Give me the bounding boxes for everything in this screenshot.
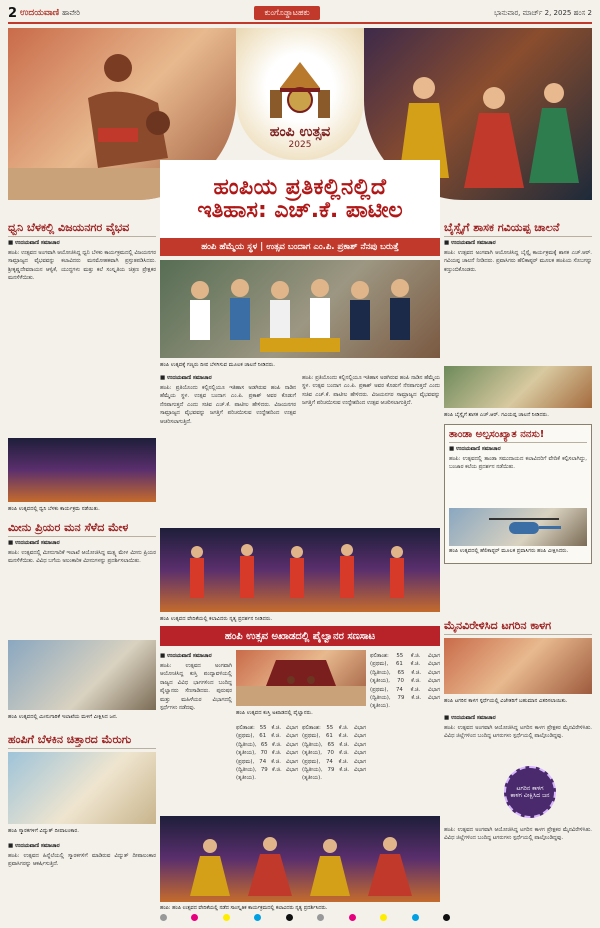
left-story-3-caption: ಹಂಪಿ ಸ್ಮಾರಕಗಳಿಗೆ ವಿದ್ಯುತ್ ದೀಪಾಲಂಕಾರ.	[8, 828, 79, 834]
paper-name: ಉದಯವಾಣಿ	[20, 8, 60, 18]
left-story-2-photo	[8, 640, 156, 710]
right-story-3-body-cont: ಹಂಪಿ: ಉತ್ಸವದ ಅಂಗವಾಗಿ ಆಯೋಜಿಸಿದ್ದ ಟಗರಿನ ಕಾಳಗ ಪ್ರೇಕ್ಷಕರ ಮೈನವಿರೇಳಿಸಿತು. ವಿವಿಧ ಜಿಲ್ಲೆಗಳಿಂದ ಬಂದಿದ್ದ ಟಗರುಗಳು ಸ್ಪರ್ಧೆಯಲ್ಲಿ ಪಾಲ್ಗೊಂಡಿದ್ದವು.	[444, 827, 592, 842]
left-story-3-photo	[8, 752, 156, 824]
right-story-1-body: ಹಂಪಿ: ಉತ್ಸವದ ಅಂಗವಾಗಿ ಆಯೋಜಿಸಿದ್ದ ಬೈಸ್ಸೈ ಕಾರ್ಯಕ್ರಮಕ್ಕೆ ಶಾಸಕ ಎಚ್.ಆರ್. ಗವಿಯಪ್ಪ ಚಾಲನೆ ನೀಡಿದರು. ಪ್ರವಾಸಿಗರು ಹೆಲಿಕಾಪ್ಟರ್ ಮೂಲಕ ಹಂಪಿಯ ಸೊಬಗನ್ನು ಕಣ್ತುಂಬಿಕೊಂಡರು.	[444, 250, 592, 273]
logo-year: 2025	[288, 140, 312, 150]
logo-title: ಹಂಪಿ ಉತ್ಸವ	[269, 124, 331, 140]
page-number: 2	[8, 5, 18, 21]
wrestling-col4	[370, 650, 440, 812]
dance-stage-caption: ಹಂಪಿ ಉತ್ಸವದ ವೇದಿಕೆಯಲ್ಲಿ ಕಲಾವಿದರು ನೃತ್ಯ ಪ್ರದರ್ಶನ ನೀಡಿದರು.	[160, 616, 273, 622]
lead-photo	[160, 260, 440, 358]
right-story-3-more	[444, 824, 592, 912]
dancer-costume-2	[464, 113, 524, 188]
lead-body-col2	[302, 372, 440, 532]
left-story-1-headline: ಧ್ವನಿ ಬೆಳಕಲ್ಲಿ ವಿಜಯನಗರ ವೈಭವ	[8, 222, 156, 237]
right-story-3-body: ಹಂಪಿ: ಉತ್ಸವದ ಅಂಗವಾಗಿ ಆಯೋಜಿಸಿದ್ದ ಟಗರಿನ ಕಾಳಗ ಪ್ರೇಕ್ಷಕರ ಮೈನವಿರೇಳಿಸಿತು. ವಿವಿಧ ಜಿಲ್ಲೆಗಳಿಂದ ಬಂದಿದ್ದ ಟಗರುಗಳು ಸ್ಪರ್ಧೆಯಲ್ಲಿ ಪಾಲ್ಗೊಂಡಿದ್ದವು.	[444, 725, 592, 740]
wrestling-col1	[160, 650, 232, 822]
wrestling-headline: ಹಂಪಿ ಉತ್ಸವ ಅಖಾಡದಲ್ಲಿ ಪೈಲ್ವಾನರ ಸಣಸಾಟ	[160, 626, 440, 646]
masthead-left	[8, 6, 80, 21]
reg-dot	[286, 914, 293, 921]
left-story-3-headline: ಹಂಪಿಗೆ ಬೆಳಕಿನ ಚಿತ್ತಾರದ ಮೆರುಗು	[8, 734, 156, 749]
arena-illustration	[236, 650, 366, 706]
reg-dot	[443, 914, 450, 921]
reg-dot	[349, 914, 356, 921]
wrestling-body-2: ಫಲಿತಾಂಶ: 55 ಕೆ.ಜಿ. ವಿಭಾಗ (ಪ್ರಥಮ), 61 ಕೆ.ಜಿ. ವಿಭಾಗ (ದ್ವಿತೀಯ), 65 ಕೆ.ಜಿ. ವಿಭಾಗ (ತೃತೀಯ), 70 ಕೆ.ಜಿ. ವಿಭಾಗ (ಪ್ರಥಮ), 74 ಕೆ.ಜಿ. ವಿಭಾಗ (ದ್ವಿತೀಯ), 79 ಕೆ.ಜಿ. ವಿಭಾಗ (ತೃತೀಯ).	[236, 725, 298, 782]
right-story-2-headline: ತಾಂಡಾ ಅಲ್ಪಸಂಖ್ಯಾತ ನನಸು!	[449, 429, 587, 443]
left-story-1-byline: ■ ಉದಯವಾಣಿ ಸಮಾಚಾರ	[8, 240, 60, 247]
lead-body-col1	[160, 372, 296, 534]
edition-name: ಹಾವೇರಿ	[62, 8, 80, 17]
lead-photo-caption: ಹಂಪಿ ಉತ್ಸವಕ್ಕೆ ಗಣ್ಯರು ದೀಪ ಬೆಳಗಿಸುವ ಮೂಲಕ ಚಾಲನೆ ನೀಡಿದರು.	[160, 362, 275, 368]
lead-byline: ■ ಉದಯವಾಣಿ ಸಮಾಚಾರ	[160, 375, 212, 381]
wrestling-byline: ■ ಉದಯವಾಣಿ ಸಮಾಚಾರ	[160, 653, 212, 659]
right-story-1	[444, 222, 592, 367]
reg-dot	[380, 914, 387, 921]
right-story-2-byline: ■ ಉದಯವಾಣಿ ಸಮಾಚಾರ	[449, 446, 501, 452]
right-story-2-caption: ಹಂಪಿ ಉತ್ಸವದಲ್ಲಿ ಹೆಲಿಕಾಪ್ಟರ್ ಮೂಲಕ ಪ್ರವಾಸಿಗರು ಹಂಪಿ ವೀಕ್ಷಿಸಿದರು.	[449, 548, 569, 554]
wrestling-arena-photo	[236, 650, 366, 706]
masthead	[8, 4, 592, 24]
dancer-head-1	[413, 77, 435, 99]
lead-body-text: ಹಂಪಿ: ಪ್ರತಿಯೊಂದು ಕಲ್ಲಿನಲ್ಲಿಯೂ ಇತಿಹಾಸ ಅಡಗಿರುವ ಹಂಪಿ ನಾಡಿನ ಹೆಮ್ಮೆಯ ಸ್ಥಳ. ಉತ್ಸವ ಬಂದಾಗ ಎಂ.ಪಿ. ಪ್ರಕಾಶ್ ಅವರ ಕೊಡುಗೆ ನೆನಪಾಗುತ್ತದೆ ಎಂದು ಸಚಿವ ಎಚ್.ಕೆ. ಪಾಟೀಲ ಹೇಳಿದರು. ವಿಜಯನಗರ ಸಾಮ್ರಾಜ್ಯದ ವೈಭವವನ್ನು ಜಗತ್ತಿಗೆ ಪರಿಚಯಿಸುವ ಉದ್ದೇಶದಿಂದ ಉತ್ಸವ ಆಚರಿಸಲಾಗುತ್ತಿದೆ.	[160, 385, 296, 425]
right-story-2-body: ಹಂಪಿ: ಉತ್ಸವದಲ್ಲಿ ತಾಂಡಾ ಸಮುದಾಯದ ಕಲಾವಿದರಿಗೆ ವೇದಿಕೆ ಕಲ್ಪಿಸಲಾಗಿದ್ದು, ಬಂಜಾರ ಕಲೆಯ ಪ್ರದರ್ಶನ ನಡೆಯಿತು.	[449, 456, 587, 471]
hampi-utsav-logo	[236, 28, 364, 160]
wrestling-body-4: ಫಲಿತಾಂಶ: 55 ಕೆ.ಜಿ. ವಿಭಾಗ (ಪ್ರಥಮ), 61 ಕೆ.ಜಿ. ವಿಭಾಗ (ದ್ವಿತೀಯ), 65 ಕೆ.ಜಿ. ವಿಭಾಗ (ತೃತೀಯ), 70 ಕೆ.ಜಿ. ವಿಭಾಗ (ಪ್ರಥಮ), 74 ಕೆ.ಜಿ. ವಿಭಾಗ (ದ್ವಿತೀಯ), 79 ಕೆ.ಜಿ. ವಿಭಾಗ (ತೃತೀಯ).	[370, 653, 440, 710]
wrestling-body: ಹಂಪಿ: ಉತ್ಸವದ ಅಂಗವಾಗಿ ಆಯೋಜಿಸಿದ್ದ ಕುಸ್ತಿ ಪಂದ್ಯಾವಳಿಯಲ್ಲಿ ರಾಜ್ಯದ ವಿವಿಧ ಭಾಗಗಳಿಂದ ಬಂದಿದ್ದ ಪೈಲ್ವಾನರು ಸೆಣಸಾಡಿದರು. ಪುರುಷರ ಮತ್ತು ಮಹಿಳೆಯರ ವಿಭಾಗದಲ್ಲಿ ಸ್ಪರ್ಧೆಗಳು ನಡೆದವು.	[160, 663, 232, 711]
dignitaries-illustration	[160, 260, 440, 358]
reg-dot	[191, 914, 198, 921]
wrestler-head-2	[146, 111, 170, 135]
bottom-dance-photo	[160, 816, 440, 902]
section-label: ಕುಂಗೊಡ್ಡಾಟಹಕು	[254, 6, 319, 20]
helicopter-icon	[449, 508, 587, 546]
right-story-3-caption: ಹಂಪಿ ಟಗರಿನ ಕಾಳಗ ಸ್ಪರ್ಧೆಯಲ್ಲಿ ವಿಜೇತರಿಗೆ ಬಹುಮಾನ ವಿತರಿಸಲಾಯಿತು.	[444, 698, 568, 704]
left-story-1-photo	[8, 438, 156, 502]
right-story-1-byline: ■ ಉದಯವಾಣಿ ಸಮಾಚಾರ	[444, 240, 496, 247]
reg-dot	[160, 914, 167, 921]
reg-dot	[412, 914, 419, 921]
lead-body-text-cont: ಹಂಪಿ: ಪ್ರತಿಯೊಂದು ಕಲ್ಲಿನಲ್ಲಿಯೂ ಇತಿಹಾಸ ಅಡಗಿರುವ ಹಂಪಿ ನಾಡಿನ ಹೆಮ್ಮೆಯ ಸ್ಥಳ. ಉತ್ಸವ ಬಂದಾಗ ಎಂ.ಪಿ. ಪ್ರಕಾಶ್ ಅವರ ಕೊಡುಗೆ ನೆನಪಾಗುತ್ತದೆ ಎಂದು ಸಚಿವ ಎಚ್.ಕೆ. ಪಾಟೀಲ ಹೇಳಿದರು. ವಿಜಯನಗರ ಸಾಮ್ರಾಜ್ಯದ ವೈಭವವನ್ನು ಜಗತ್ತಿಗೆ ಪರಿಚಯಿಸುವ ಉದ್ದೇಶದಿಂದ ಉತ್ಸವ ಆಚರಿಸಲಾಗುತ್ತಿದೆ.	[302, 375, 440, 407]
bottom-dancers-illustration	[160, 816, 440, 902]
dance-stage-photo	[160, 528, 440, 612]
dancer-costume-3	[529, 108, 579, 183]
temple-icon	[265, 60, 335, 120]
wrestler-head	[104, 54, 132, 82]
tagaru-badge: ಟಗರಿನ ಕಾಳಗ ಕಾಳಗ ವೀಕ್ಷಿಸಿದ ಜನ	[504, 766, 556, 818]
right-story-3-photo	[444, 638, 592, 694]
wrestler-trunks	[98, 128, 138, 142]
print-registration-marks	[160, 913, 450, 921]
left-story-3-text	[8, 840, 156, 914]
right-story-3-headline: ಮೈನವಿರೇಳಿಸಿದ ಟಗರಿನ ಕಾಳಗ	[444, 620, 592, 635]
right-story-3-text	[444, 712, 592, 774]
date-text: ಭಾನುವಾರ, ಮಾರ್ಚ್ 2, 2025	[494, 8, 572, 17]
masthead-date	[494, 9, 592, 18]
wrestling-arena-caption: ಹಂಪಿ ಉತ್ಸವದ ಕುಸ್ತಿ ಅಖಾಡದಲ್ಲಿ ಪೈಲ್ವಾನರು.	[236, 710, 313, 716]
left-story-3-byline: ■ ಉದಯವಾಣಿ ಸಮಾಚಾರ	[8, 843, 60, 849]
right-story-3	[444, 620, 592, 635]
left-story-1-body: ಹಂಪಿ: ಉತ್ಸವದ ಅಂಗವಾಗಿ ಆಯೋಜಿಸಿದ್ದ ಧ್ವನಿ ಬೆಳಕು ಕಾರ್ಯಕ್ರಮದಲ್ಲಿ ವಿಜಯನಗರ ಸಾಮ್ರಾಜ್ಯದ ವೈಭವವನ್ನು ಕಲಾವಿದರು ಮನಮೋಹಕವಾಗಿ ಪ್ರಸ್ತುತಪಡಿಸಿದರು. ಶ್ರೀಕೃಷ್ಣದೇವರಾಯನ ಆಳ್ವಿಕೆ, ಯುದ್ಧಗಳು ಮತ್ತು ಕಲೆ ಸಂಸ್ಕೃತಿಯ ಚಿತ್ರಣ ಪ್ರೇಕ್ಷಕರ ಮನಸೆಳೆಯಿತು.	[8, 250, 156, 282]
page-meta: ಹಂಸ 2	[573, 8, 592, 17]
right-story-1-caption: ಹಂಪಿ ಬೈಸ್ಸೈಗೆ ಶಾಸಕ ಎಚ್.ಆರ್. ಗವಿಯಪ್ಪ ಚಾಲನೆ ನೀಡಿದರು.	[444, 412, 549, 418]
left-story-2-caption: ಹಂಪಿ ಉತ್ಸವದಲ್ಲಿ ಮೀನುಗಾರಿಕೆ ಇಲಾಖೆಯ ಮಳಿಗೆ ವೀಕ್ಷಿಸಿದ ಜನ.	[8, 714, 118, 720]
dancer-head-2	[483, 87, 505, 109]
left-story-1-caption: ಹಂಪಿ ಉತ್ಸವದಲ್ಲಿ ಧ್ವನಿ ಬೆಳಕು ಕಾರ್ಯಕ್ರಮ ನಡೆಯಿತು.	[8, 506, 100, 512]
lead-headline-line1: ಹಂಪಿಯ ಪ್ರತಿಕಲ್ಲಿನಲ್ಲಿದೆ	[213, 174, 387, 200]
right-story-3-byline: ■ ಉದಯವಾಣಿ ಸಮಾಚಾರ	[444, 715, 496, 721]
left-story-2-body: ಹಂಪಿ: ಉತ್ಸವದಲ್ಲಿ ಮೀನುಗಾರಿಕೆ ಇಲಾಖೆ ಆಯೋಜಿಸಿದ್ದ ಮತ್ಸ್ಯ ಮೇಳ ಮೀನು ಪ್ರಿಯರ ಮನಸೆಳೆಯಿತು. ವಿವಿಧ ಬಗೆಯ ಅಲಂಕಾರಿಕ ಮೀನುಗಳನ್ನು ಪ್ರದರ್ಶಿಸಲಾಯಿತು.	[8, 550, 156, 565]
reg-dot	[254, 914, 261, 921]
stage-dancers-illustration	[160, 528, 440, 612]
right-story-1-photo	[444, 366, 592, 408]
lead-subhead: ಹಂಪಿ ಹೆಮ್ಮೆಯ ಸ್ಥಳ | ಉತ್ಸವ ಬಂದಾಗ ಎಂ.ಪಿ. ಪ್ರಕಾಶ್ ನೆನಪು ಬರುತ್ತೆ	[160, 238, 440, 256]
right-story-2	[444, 424, 592, 564]
left-story-1	[8, 222, 156, 399]
left-story-2	[8, 522, 156, 619]
wrestling-col3	[302, 722, 366, 812]
left-story-3-body: ಹಂಪಿ: ಉತ್ಸವದ ಹಿನ್ನೆಲೆಯಲ್ಲಿ ಸ್ಮಾರಕಗಳಿಗೆ ಮಾಡಿರುವ ವಿದ್ಯುತ್ ದೀಪಾಲಂಕಾರ ಪ್ರವಾಸಿಗರನ್ನು ಆಕರ್ಷಿಸುತ್ತಿದೆ.	[8, 853, 156, 868]
left-story-3	[8, 734, 156, 749]
right-story-2-photo	[449, 508, 587, 546]
wrestling-col2	[236, 722, 298, 812]
reg-dot	[223, 914, 230, 921]
reg-dot	[317, 914, 324, 921]
left-story-2-byline: ■ ಉದಯವಾಣಿ ಸಮಾಚಾರ	[8, 540, 60, 547]
lead-headline-block	[160, 160, 440, 238]
right-story-1-headline: ಬೈಸ್ಸೈಗೆ ಶಾಸಕ ಗವಿಯಪ್ಪ ಚಾಲನೆ	[444, 222, 592, 237]
bottom-dance-caption: ಹಂಪಿ: ಹಂಪಿ ಉತ್ಸವದ ವೇದಿಕೆಯಲ್ಲಿ ನಡೆದ ಸಾಂಸ್ಕೃತಿಕ ಕಾರ್ಯಕ್ರಮದಲ್ಲಿ ಕಲಾವಿದರು ನೃತ್ಯ ಪ್ರದರ್ಶಿಸಿದರು.	[160, 905, 328, 911]
left-story-2-headline: ಮೀನು ಪ್ರಿಯರ ಮನ ಸೆಳೆದ ಮೇಳ	[8, 522, 156, 537]
dancer-head-3	[544, 83, 564, 103]
lead-headline-line2: ಇತಿಹಾಸ: ಎಚ್.ಕೆ. ಪಾಟೀಲ	[197, 198, 403, 223]
wrestling-body-3: ಫಲಿತಾಂಶ: 55 ಕೆ.ಜಿ. ವಿಭಾಗ (ಪ್ರಥಮ), 61 ಕೆ.ಜಿ. ವಿಭಾಗ (ದ್ವಿತೀಯ), 65 ಕೆ.ಜಿ. ವಿಭಾಗ (ತೃತೀಯ), 70 ಕೆ.ಜಿ. ವಿಭಾಗ (ಪ್ರಥಮ), 74 ಕೆ.ಜಿ. ವಿಭಾಗ (ದ್ವಿತೀಯ), 79 ಕೆ.ಜಿ. ವಿಭಾಗ (ತೃತೀಯ).	[302, 725, 366, 782]
